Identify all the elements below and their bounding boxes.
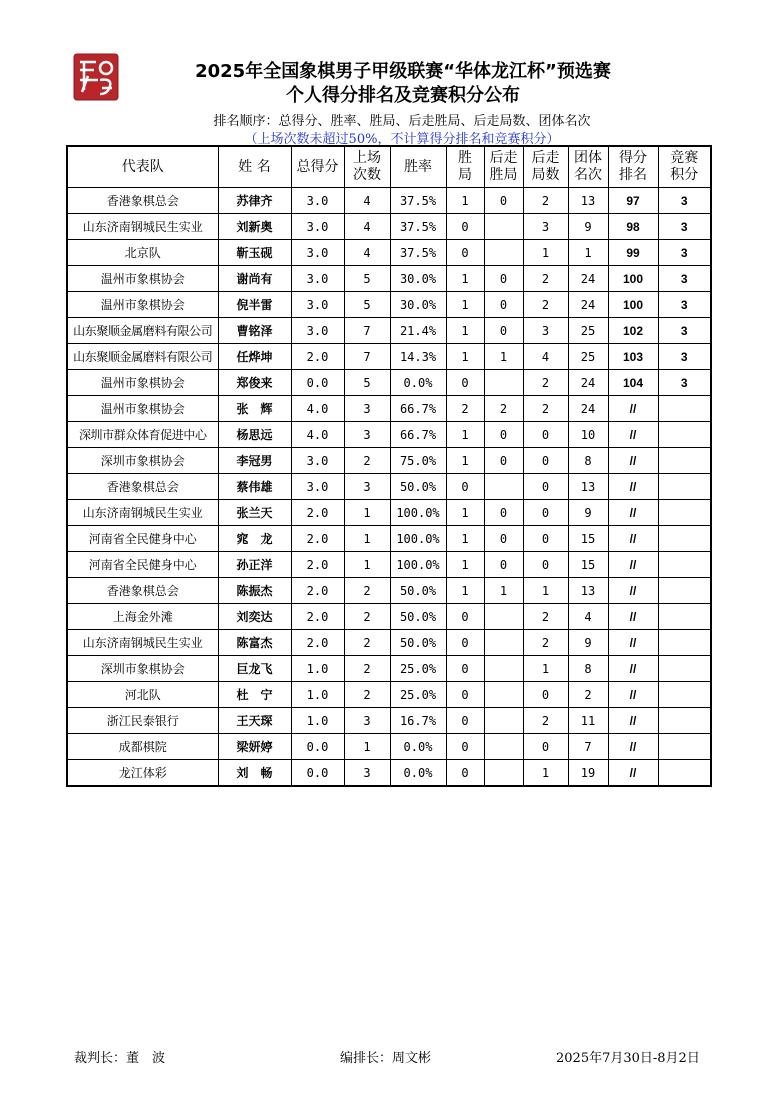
table-row [67,760,711,787]
score-rank-cell: 100 [608,266,658,292]
points-cell: 3 [658,214,711,240]
win-rate-cell: 50.0% [390,578,446,604]
black-games-cell: 3 [523,214,568,240]
team-cell: 河北队 [67,682,218,708]
team-cell: 香港象棋总会 [67,474,218,500]
wins-cell: 1 [446,188,484,214]
win-rate-cell: 100.0% [390,526,446,552]
points-cell: 3 [658,318,711,344]
name-cell: 窕 龙 [218,526,291,552]
column-header: 团体 名次 [568,146,608,188]
score-cell: 4.0 [291,422,344,448]
score-cell: 2.0 [291,500,344,526]
team-cell: 河南省全民健身中心 [67,552,218,578]
table-row [67,370,711,396]
score-cell: 3.0 [291,292,344,318]
points-cell [658,526,711,552]
table-row [67,474,711,500]
name-cell: 任烨坤 [218,344,291,370]
black-games-cell: 0 [523,734,568,760]
score-cell: 2.0 [291,604,344,630]
black-wins-cell [484,474,523,500]
team-cell: 香港象棋总会 [67,578,218,604]
team-cell: 上海金外滩 [67,604,218,630]
win-rate-cell: 37.5% [390,214,446,240]
games-cell: 3 [344,422,390,448]
eligibility-note: （上场次数未超过50%，不计算得分排名和竞赛积分） [244,132,560,147]
points-cell: 3 [658,266,711,292]
table-row [67,708,711,734]
column-header: 后走 局数 [523,146,568,188]
score-rank-cell: 100 [608,292,658,318]
team-rank-cell: 13 [568,474,608,500]
black-games-cell: 0 [523,474,568,500]
black-games-cell: 2 [523,708,568,734]
wins-cell: 0 [446,760,484,787]
score-rank-cell: 99 [608,240,658,266]
score-rank-cell: 104 [608,370,658,396]
team-cell: 山东聚顺金属磨料有限公司 [67,318,218,344]
black-wins-cell: 2 [484,396,523,422]
black-games-cell: 2 [523,370,568,396]
games-cell: 1 [344,500,390,526]
name-cell: 曹铭泽 [218,318,291,344]
wins-cell: 2 [446,396,484,422]
points-cell: 3 [658,292,711,318]
team-rank-cell: 11 [568,708,608,734]
page-subtitle: 个人得分排名及竞赛积分公布 [286,85,520,106]
score-cell: 3.0 [291,318,344,344]
win-rate-cell: 37.5% [390,240,446,266]
page-title: 2025年全国象棋男子甲级联赛“华体龙江杯”预选赛 [195,61,611,82]
black-games-cell: 0 [523,500,568,526]
score-cell: 3.0 [291,214,344,240]
name-cell: 郑俊来 [218,370,291,396]
points-cell: 3 [658,188,711,214]
score-rank-cell: // [608,604,658,630]
wins-cell: 1 [446,552,484,578]
wins-cell: 1 [446,422,484,448]
black-wins-cell: 0 [484,500,523,526]
win-rate-cell: 0.0% [390,370,446,396]
win-rate-cell: 30.0% [390,266,446,292]
team-rank-cell: 9 [568,214,608,240]
black-wins-cell: 0 [484,318,523,344]
wins-cell: 0 [446,682,484,708]
points-cell [658,448,711,474]
score-cell: 3.0 [291,474,344,500]
black-wins-cell [484,760,523,787]
name-cell: 刘奕达 [218,604,291,630]
name-cell: 谢尚有 [218,266,291,292]
table-row [67,266,711,292]
table-row [67,630,711,656]
score-rank-cell: 102 [608,318,658,344]
score-cell: 1.0 [291,656,344,682]
score-cell: 1.0 [291,682,344,708]
win-rate-cell: 25.0% [390,682,446,708]
score-rank-cell: // [608,422,658,448]
black-wins-cell: 0 [484,526,523,552]
black-games-cell: 2 [523,396,568,422]
points-cell: 3 [658,370,711,396]
table-row [67,526,711,552]
win-rate-cell: 0.0% [390,734,446,760]
sort-order-text: 排名顺序：总得分、胜率、胜局、后走胜局、后走局数、团体名次 [213,114,591,129]
team-cell: 温州市象棋协会 [67,292,218,318]
team-rank-cell: 24 [568,292,608,318]
games-cell: 7 [344,318,390,344]
points-cell: 3 [658,344,711,370]
wins-cell: 1 [446,578,484,604]
name-cell: 巨龙飞 [218,656,291,682]
black-games-cell: 2 [523,604,568,630]
wins-cell: 1 [446,526,484,552]
score-cell: 1.0 [291,708,344,734]
wins-cell: 1 [446,292,484,318]
team-cell: 深圳市象棋协会 [67,448,218,474]
score-cell: 2.0 [291,630,344,656]
team-rank-cell: 13 [568,188,608,214]
black-wins-cell: 1 [484,344,523,370]
black-wins-cell: 0 [484,292,523,318]
games-cell: 1 [344,552,390,578]
date-range-text: 2025年7月30日-8月2日 [556,1051,700,1066]
score-rank-cell: // [608,656,658,682]
score-cell: 2.0 [291,552,344,578]
team-cell: 山东济南钢城民生实业 [67,630,218,656]
score-cell: 0.0 [291,760,344,787]
points-cell [658,708,711,734]
points-cell [658,604,711,630]
column-header: 胜率 [390,146,446,188]
black-wins-cell: 0 [484,552,523,578]
win-rate-cell: 30.0% [390,292,446,318]
black-wins-cell [484,214,523,240]
score-cell: 2.0 [291,344,344,370]
table-row [67,214,711,240]
table-row [67,604,711,630]
wins-cell: 0 [446,630,484,656]
wins-cell: 0 [446,370,484,396]
points-cell [658,578,711,604]
black-games-cell: 0 [523,682,568,708]
wins-cell: 0 [446,604,484,630]
win-rate-cell: 0.0% [390,760,446,787]
team-rank-cell: 15 [568,526,608,552]
black-wins-cell [484,656,523,682]
name-cell: 蔡伟雄 [218,474,291,500]
team-cell: 温州市象棋协会 [67,266,218,292]
table-header-row [67,146,711,188]
games-cell: 1 [344,734,390,760]
score-cell: 3.0 [291,266,344,292]
standings-table [66,145,712,787]
score-rank-cell: // [608,500,658,526]
score-rank-cell: // [608,578,658,604]
table-row [67,292,711,318]
team-rank-cell: 25 [568,344,608,370]
black-games-cell: 1 [523,656,568,682]
points-cell: 3 [658,240,711,266]
team-rank-cell: 24 [568,266,608,292]
wins-cell: 0 [446,474,484,500]
table-row [67,422,711,448]
black-games-cell: 3 [523,318,568,344]
games-cell: 5 [344,292,390,318]
table-row [67,344,711,370]
team-rank-cell: 25 [568,318,608,344]
wins-cell: 1 [446,344,484,370]
win-rate-cell: 50.0% [390,604,446,630]
arranger-text: 编排长：周文彬 [340,1051,432,1066]
name-cell: 苏律齐 [218,188,291,214]
points-cell [658,422,711,448]
black-wins-cell [484,734,523,760]
win-rate-cell: 37.5% [390,188,446,214]
win-rate-cell: 14.3% [390,344,446,370]
black-wins-cell: 1 [484,578,523,604]
black-games-cell: 1 [523,240,568,266]
score-cell: 4.0 [291,396,344,422]
score-rank-cell: // [608,448,658,474]
wins-cell: 0 [446,240,484,266]
team-cell: 深圳市群众体育促进中心 [67,422,218,448]
team-rank-cell: 10 [568,422,608,448]
referee-text: 裁判长：董 波 [74,1051,166,1066]
win-rate-cell: 50.0% [390,630,446,656]
score-cell: 2.0 [291,578,344,604]
win-rate-cell: 100.0% [390,500,446,526]
name-cell: 陈振杰 [218,578,291,604]
team-cell: 北京队 [67,240,218,266]
score-rank-cell: // [608,526,658,552]
team-cell: 温州市象棋协会 [67,396,218,422]
table-row [67,318,711,344]
points-cell [658,474,711,500]
score-rank-cell: // [608,708,658,734]
games-cell: 2 [344,656,390,682]
black-wins-cell [484,240,523,266]
games-cell: 7 [344,344,390,370]
team-cell: 香港象棋总会 [67,188,218,214]
games-cell: 2 [344,682,390,708]
team-rank-cell: 9 [568,630,608,656]
name-cell: 杨思远 [218,422,291,448]
games-cell: 3 [344,760,390,787]
score-rank-cell: 98 [608,214,658,240]
name-cell: 杜 宁 [218,682,291,708]
score-rank-cell: // [608,474,658,500]
score-rank-cell: // [608,734,658,760]
black-wins-cell: 0 [484,422,523,448]
team-cell: 龙江体彩 [67,760,218,787]
wins-cell: 1 [446,266,484,292]
black-games-cell: 0 [523,552,568,578]
name-cell: 倪半雷 [218,292,291,318]
games-cell: 4 [344,240,390,266]
score-rank-cell: // [608,396,658,422]
name-cell: 陈富杰 [218,630,291,656]
score-cell: 0.0 [291,370,344,396]
score-rank-cell: // [608,760,658,787]
black-games-cell: 2 [523,188,568,214]
black-games-cell: 2 [523,630,568,656]
column-header: 得分 排名 [608,146,658,188]
team-cell: 成都棋院 [67,734,218,760]
column-header: 上场 次数 [344,146,390,188]
black-games-cell: 2 [523,292,568,318]
wins-cell: 0 [446,734,484,760]
score-cell: 0.0 [291,734,344,760]
name-cell: 王天琛 [218,708,291,734]
table-row [67,682,711,708]
team-cell: 浙江民泰银行 [67,708,218,734]
team-rank-cell: 7 [568,734,608,760]
score-cell: 3.0 [291,448,344,474]
black-games-cell: 4 [523,344,568,370]
column-header: 胜 局 [446,146,484,188]
team-rank-cell: 24 [568,370,608,396]
column-header: 后走 胜局 [484,146,523,188]
games-cell: 1 [344,526,390,552]
games-cell: 3 [344,474,390,500]
win-rate-cell: 50.0% [390,474,446,500]
team-rank-cell: 13 [568,578,608,604]
win-rate-cell: 25.0% [390,656,446,682]
team-cell: 山东济南钢城民生实业 [67,214,218,240]
team-cell: 山东济南钢城民生实业 [67,500,218,526]
black-wins-cell [484,370,523,396]
table-row [67,188,711,214]
score-cell: 2.0 [291,526,344,552]
name-cell: 孙正洋 [218,552,291,578]
points-cell [658,734,711,760]
wins-cell: 0 [446,214,484,240]
table-row [67,396,711,422]
black-games-cell: 1 [523,578,568,604]
win-rate-cell: 100.0% [390,552,446,578]
table-row [67,240,711,266]
games-cell: 2 [344,448,390,474]
black-wins-cell: 0 [484,448,523,474]
wins-cell: 0 [446,708,484,734]
team-rank-cell: 4 [568,604,608,630]
team-cell: 河南省全民健身中心 [67,526,218,552]
team-rank-cell: 9 [568,500,608,526]
games-cell: 5 [344,370,390,396]
black-games-cell: 0 [523,448,568,474]
score-rank-cell: // [608,630,658,656]
team-rank-cell: 8 [568,448,608,474]
wins-cell: 0 [446,656,484,682]
score-rank-cell: // [608,682,658,708]
name-cell: 靳玉砚 [218,240,291,266]
team-cell: 山东聚顺金属磨料有限公司 [67,344,218,370]
black-wins-cell: 0 [484,188,523,214]
win-rate-cell: 66.7% [390,396,446,422]
points-cell [658,396,711,422]
wins-cell: 1 [446,500,484,526]
team-rank-cell: 19 [568,760,608,787]
points-cell [658,760,711,787]
team-rank-cell: 8 [568,656,608,682]
team-cell: 深圳市象棋协会 [67,656,218,682]
name-cell: 张 辉 [218,396,291,422]
score-cell: 3.0 [291,240,344,266]
table-row [67,578,711,604]
table-row [67,500,711,526]
points-cell [658,552,711,578]
games-cell: 4 [344,214,390,240]
name-cell: 刘 畅 [218,760,291,787]
team-rank-cell: 2 [568,682,608,708]
team-cell: 温州市象棋协会 [67,370,218,396]
column-header: 姓 名 [218,146,291,188]
name-cell: 张兰天 [218,500,291,526]
win-rate-cell: 66.7% [390,422,446,448]
team-rank-cell: 15 [568,552,608,578]
win-rate-cell: 16.7% [390,708,446,734]
table-row [67,552,711,578]
table-row [67,448,711,474]
name-cell: 刘新奥 [218,214,291,240]
games-cell: 3 [344,708,390,734]
table-body [67,188,711,787]
score-rank-cell: 103 [608,344,658,370]
table-row [67,656,711,682]
black-wins-cell [484,604,523,630]
black-games-cell: 1 [523,760,568,787]
name-cell: 梁妍婷 [218,734,291,760]
black-games-cell: 0 [523,422,568,448]
score-cell: 3.0 [291,188,344,214]
points-cell [658,500,711,526]
score-rank-cell: 97 [608,188,658,214]
wins-cell: 1 [446,318,484,344]
black-wins-cell [484,682,523,708]
black-wins-cell: 0 [484,266,523,292]
column-header: 代表队 [67,146,218,188]
team-rank-cell: 1 [568,240,608,266]
win-rate-cell: 75.0% [390,448,446,474]
games-cell: 2 [344,630,390,656]
games-cell: 2 [344,604,390,630]
table-row [67,734,711,760]
points-cell [658,656,711,682]
games-cell: 2 [344,578,390,604]
black-games-cell: 0 [523,526,568,552]
column-header: 总得分 [291,146,344,188]
games-cell: 3 [344,396,390,422]
team-rank-cell: 24 [568,396,608,422]
games-cell: 4 [344,188,390,214]
column-header: 竞赛 积分 [658,146,711,188]
wins-cell: 1 [446,448,484,474]
name-cell: 李冠男 [218,448,291,474]
points-cell [658,630,711,656]
points-cell [658,682,711,708]
score-rank-cell: // [608,552,658,578]
games-cell: 5 [344,266,390,292]
black-games-cell: 2 [523,266,568,292]
black-wins-cell [484,630,523,656]
win-rate-cell: 21.4% [390,318,446,344]
black-wins-cell [484,708,523,734]
